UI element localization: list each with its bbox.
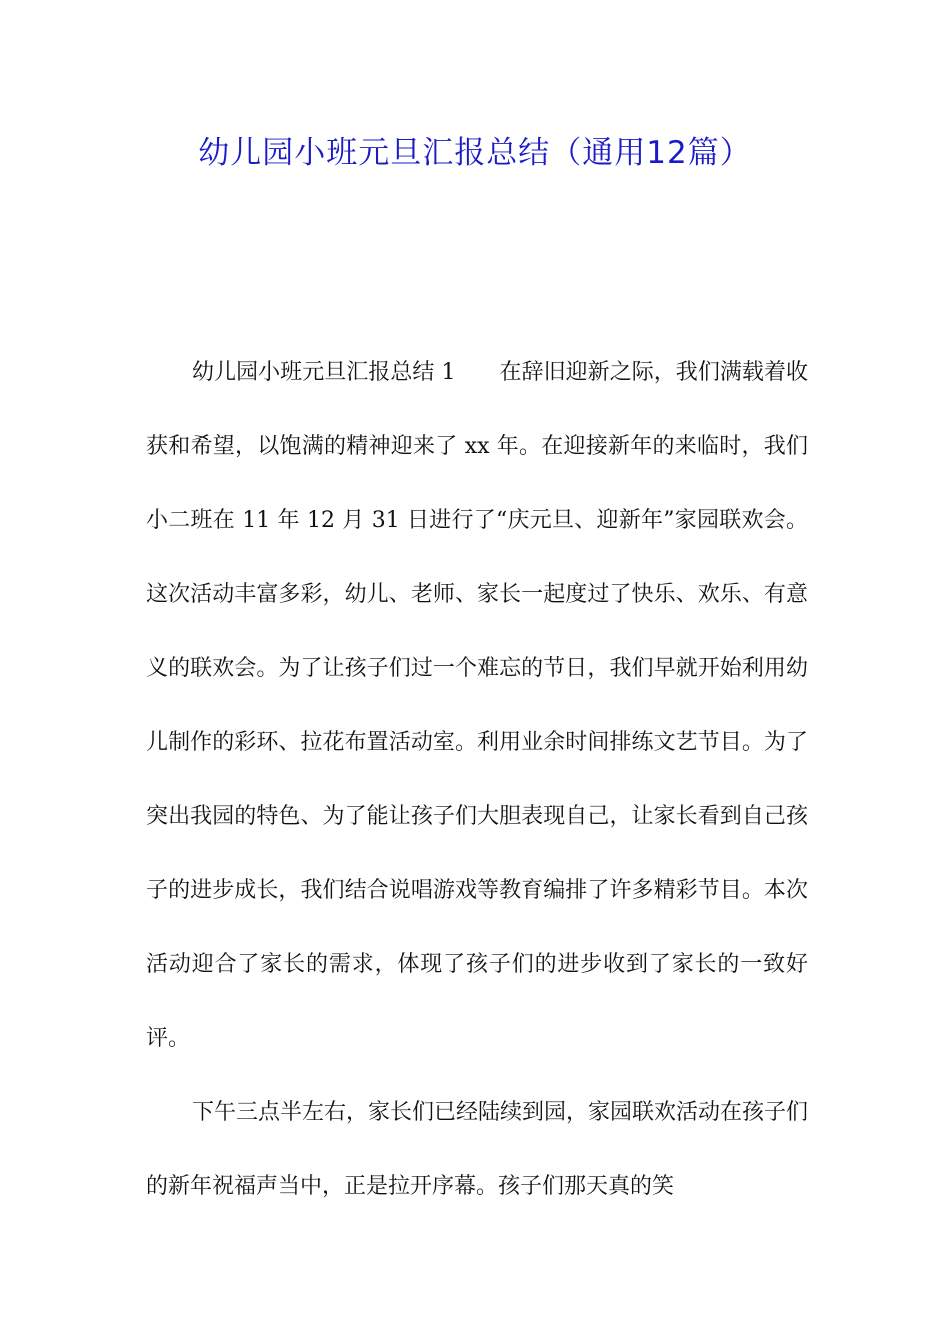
paragraph-text: 在辞旧迎新之际，我们满载着收获和希望，以饱满的精神迎来了 xx 年。在迎接新年的来临时，我们小二班在 11 年 12 月 31 日进行了“庆元旦、迎新年”家园联欢会。这次活动丰富多彩，幼儿、老师、家长一起度过了快乐、欢乐、有意义的联欢会。为了让孩子们过一个难忘的节日，我们早就开始利用幼儿制作的彩环、拉花布置活动室。利用业余时间排练文艺节目。为了突出我园的特色、为了能让孩子们大胆表现自己，让家长看到自己孩子的进步成长，我们结合说唱游戏等教育编排了许多精彩节目。本次活动迎合了家长的需求，体现了孩子们的进步收到了家长的一致好评。 — [146, 360, 808, 1051]
paragraph — [146, 336, 808, 1076]
document-title: 幼儿园小班元旦汇报总结（通用12篇） — [198, 135, 752, 171]
paragraph — [146, 1076, 808, 1224]
document-body — [146, 336, 808, 1224]
section-heading: 幼儿园小班元旦汇报总结 1 — [192, 360, 456, 385]
paragraph-text: 下午三点半左右，家长们已经陆续到园，家园联欢活动在孩子们的新年祝福声当中，正是拉开序幕。孩子们那天真的笑 — [146, 1100, 809, 1199]
